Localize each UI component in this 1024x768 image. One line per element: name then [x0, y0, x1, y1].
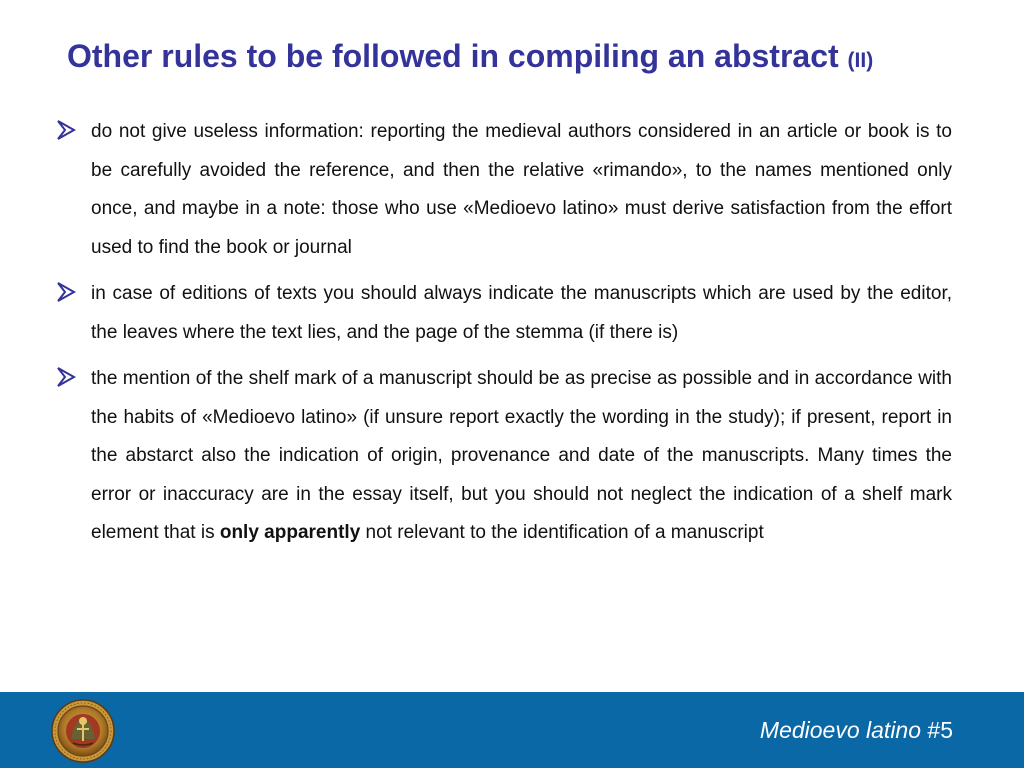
seal-emblem-icon	[51, 699, 115, 763]
slide-title-suffix: (II)	[847, 49, 874, 72]
bullet-item	[0, 113, 1024, 267]
bullet-text-emphasis: only apparently	[219, 522, 361, 543]
slide-number: #5	[921, 717, 953, 743]
bullet-text: in case of editions of texts you should always indicate the manuscripts which are used by the editor, the leaves where the text lies, and the page of the stemma (if there is)	[91, 283, 952, 343]
slide-title	[67, 36, 967, 81]
arrowhead-bullet-icon	[55, 119, 77, 141]
slide-title-text: Other rules to be followed in compiling an abstract	[67, 38, 839, 74]
arrowhead-bullet-icon	[55, 366, 77, 388]
bullet-text-part: not relevant to the identification of a manuscript	[360, 522, 764, 543]
footer-bar	[0, 692, 1024, 768]
bullet-list	[0, 113, 1024, 561]
arrowhead-bullet-icon	[55, 281, 77, 303]
bullet-item	[0, 275, 1024, 352]
journal-name: Medioevo latino	[759, 717, 922, 743]
bullet-item	[0, 360, 1024, 553]
bullet-text-part: the mention of the shelf mark of a manuscript should be as precise as possible and in accordance with the habits of «Medioevo latino» (if unsure report exactly the wording in the study); if present, report in the abstarct also the indication of origin, provenance and date of the manuscripts. Many times the error or inaccuracy are in the essay itself, but you should not neglect the indication of a shelf mark element that is	[91, 368, 952, 543]
bullet-text	[91, 360, 952, 553]
footer-caption	[760, 716, 953, 744]
bullet-text: do not give useless information: reporting the medieval authors considered in an article or book is to be carefully avoided the reference, and then the relative «rimando», to the names mentioned only once, and maybe in a note: those who use «Medioevo latino» must derive satisfaction from the effort used to find the book or journal	[91, 121, 952, 258]
